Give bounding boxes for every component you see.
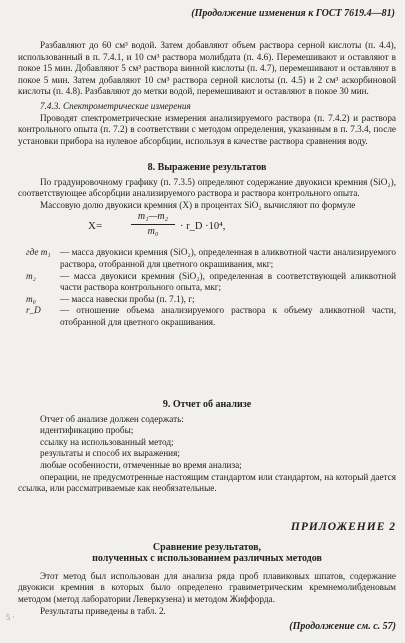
paragraph-dilution: Разбавляют до 60 см³ водой. Затем добавляют объем раствора серной кислоты (п. 4.4), использованный в п. 7.4.1, и 10 см³ раствора молибдата (п. 4.6). Перемешивают и оставляют в покое 15 мин. Добавляют 5 см³ раствора винной кислоты (п. 4.7), перемешивают и оставляют в покое 5 мин. Затем добавляют 10 см³ раствора серной кислоты (п. 4.5) и 2 см³ аскорбиновой кислоты (п. 4.8). Разбавляют до метки водой, перемешивают и оставляют в покое 30 мин.: [18, 40, 396, 97]
definition-row: [18, 305, 396, 328]
report-line: операции, не предусмотренные настоящим стандартом или стандартом, на который дается ссылка, или рассматриваемые как необязательные.: [18, 471, 396, 494]
corner-mark: 5 ·: [6, 613, 15, 622]
paragraph-method-use: Этот метод был использован для анализа ряда проб плавиковых шпатов, содержание двуокиси кремния в которых было определено гравиметрическим кремнемолибденовым методом (метод лаборатории Леверкузена) и методом Жиффорда.: [18, 570, 396, 604]
definition-symbol: где m₁: [26, 247, 51, 258]
report-line: ссылку на использованный метод;: [40, 436, 174, 447]
definition-text: — масса навески пробы (п. 7.1), г;: [60, 293, 195, 304]
formula-fraction: [131, 211, 175, 237]
report-line: любые особенности, отмеченные во время анализа;: [40, 459, 242, 470]
definition-symbol: r_D: [26, 305, 41, 316]
continuation-note: (Продолжение см. с. 57): [289, 621, 396, 633]
top-block: [18, 40, 396, 147]
report-line: Отчет об анализе должен содержать:: [40, 413, 184, 424]
appendix-title-line-2: полученных с использованием различных методов: [92, 553, 322, 565]
definitions-list: [18, 247, 396, 328]
report-line: результаты и способ их выражения;: [40, 448, 180, 459]
definition-row: [18, 271, 396, 294]
definition-row: [18, 294, 396, 306]
section-8-heading: 8. Выражение результатов: [147, 162, 267, 173]
paragraph-calibration: По градуировочному графику (п. 7.3.5) определяют содержание двуокиси кремния (SiO₂), соответствующее абсорбции анализируемого раствора и раствора контрольного опыта.: [18, 176, 396, 199]
formula: [18, 211, 396, 243]
definition-text: — масса двуокиси кремния (SiO₂), определенная в аликвотной части анализируемого раствора, отобранной для цветного окрашивания, мкг;: [60, 247, 396, 269]
subsection-heading: 7.4.3. Спектрометрические измерения: [40, 100, 191, 111]
appendix-title-line-1: Сравнение результатов,: [152, 541, 262, 553]
running-header: (Продолжение изменения к ГОСТ 7619.4—81): [191, 8, 395, 19]
formula-numerator: m₁—m₂: [131, 211, 175, 225]
definition-text: — масса двуокиси кремния (SiO₂), определенная в соответствующей аликвотной части раствора контрольного опыта, мкг;: [60, 270, 396, 293]
definition-text: — отношение объема анализируемого раствора к объему аликвотной части, отобранной для цветного окрашивания.: [60, 305, 396, 327]
definition-symbol: m₀: [26, 293, 36, 304]
definition-symbol: m₂: [26, 270, 36, 281]
appendix-block: [18, 522, 396, 633]
paragraph-formula-intro: Массовую долю двуокиси кремния (X) в процентах SiO₂ вычисляют по формуле: [40, 199, 356, 210]
section-results: [18, 162, 396, 329]
definition-row: [18, 247, 396, 270]
report-line: идентификацию пробы;: [40, 425, 134, 436]
appendix-label: ПРИЛОЖЕНИЕ 2: [290, 521, 396, 533]
formula-tail: · r_D ·10⁴,: [180, 221, 226, 233]
section-9-heading: 9. Отчет об анализе: [162, 399, 252, 410]
formula-denominator: m₀: [147, 225, 159, 237]
section-report: [18, 399, 396, 495]
paragraph-table-ref: Результаты приведены в табл. 2.: [40, 605, 166, 616]
formula-lhs: X=: [88, 220, 103, 233]
paragraph-measurement: Проводят спектрометрические измерения анализируемого раствора (п. 7.4.2) и раствора контрольного опыта (п. 7.2) в соответствии с методом определения, указанным в п. 7.3.4, после установки прибора на нулевое абсорбции, используя в качестве раствора сравнения воду.: [18, 112, 396, 146]
